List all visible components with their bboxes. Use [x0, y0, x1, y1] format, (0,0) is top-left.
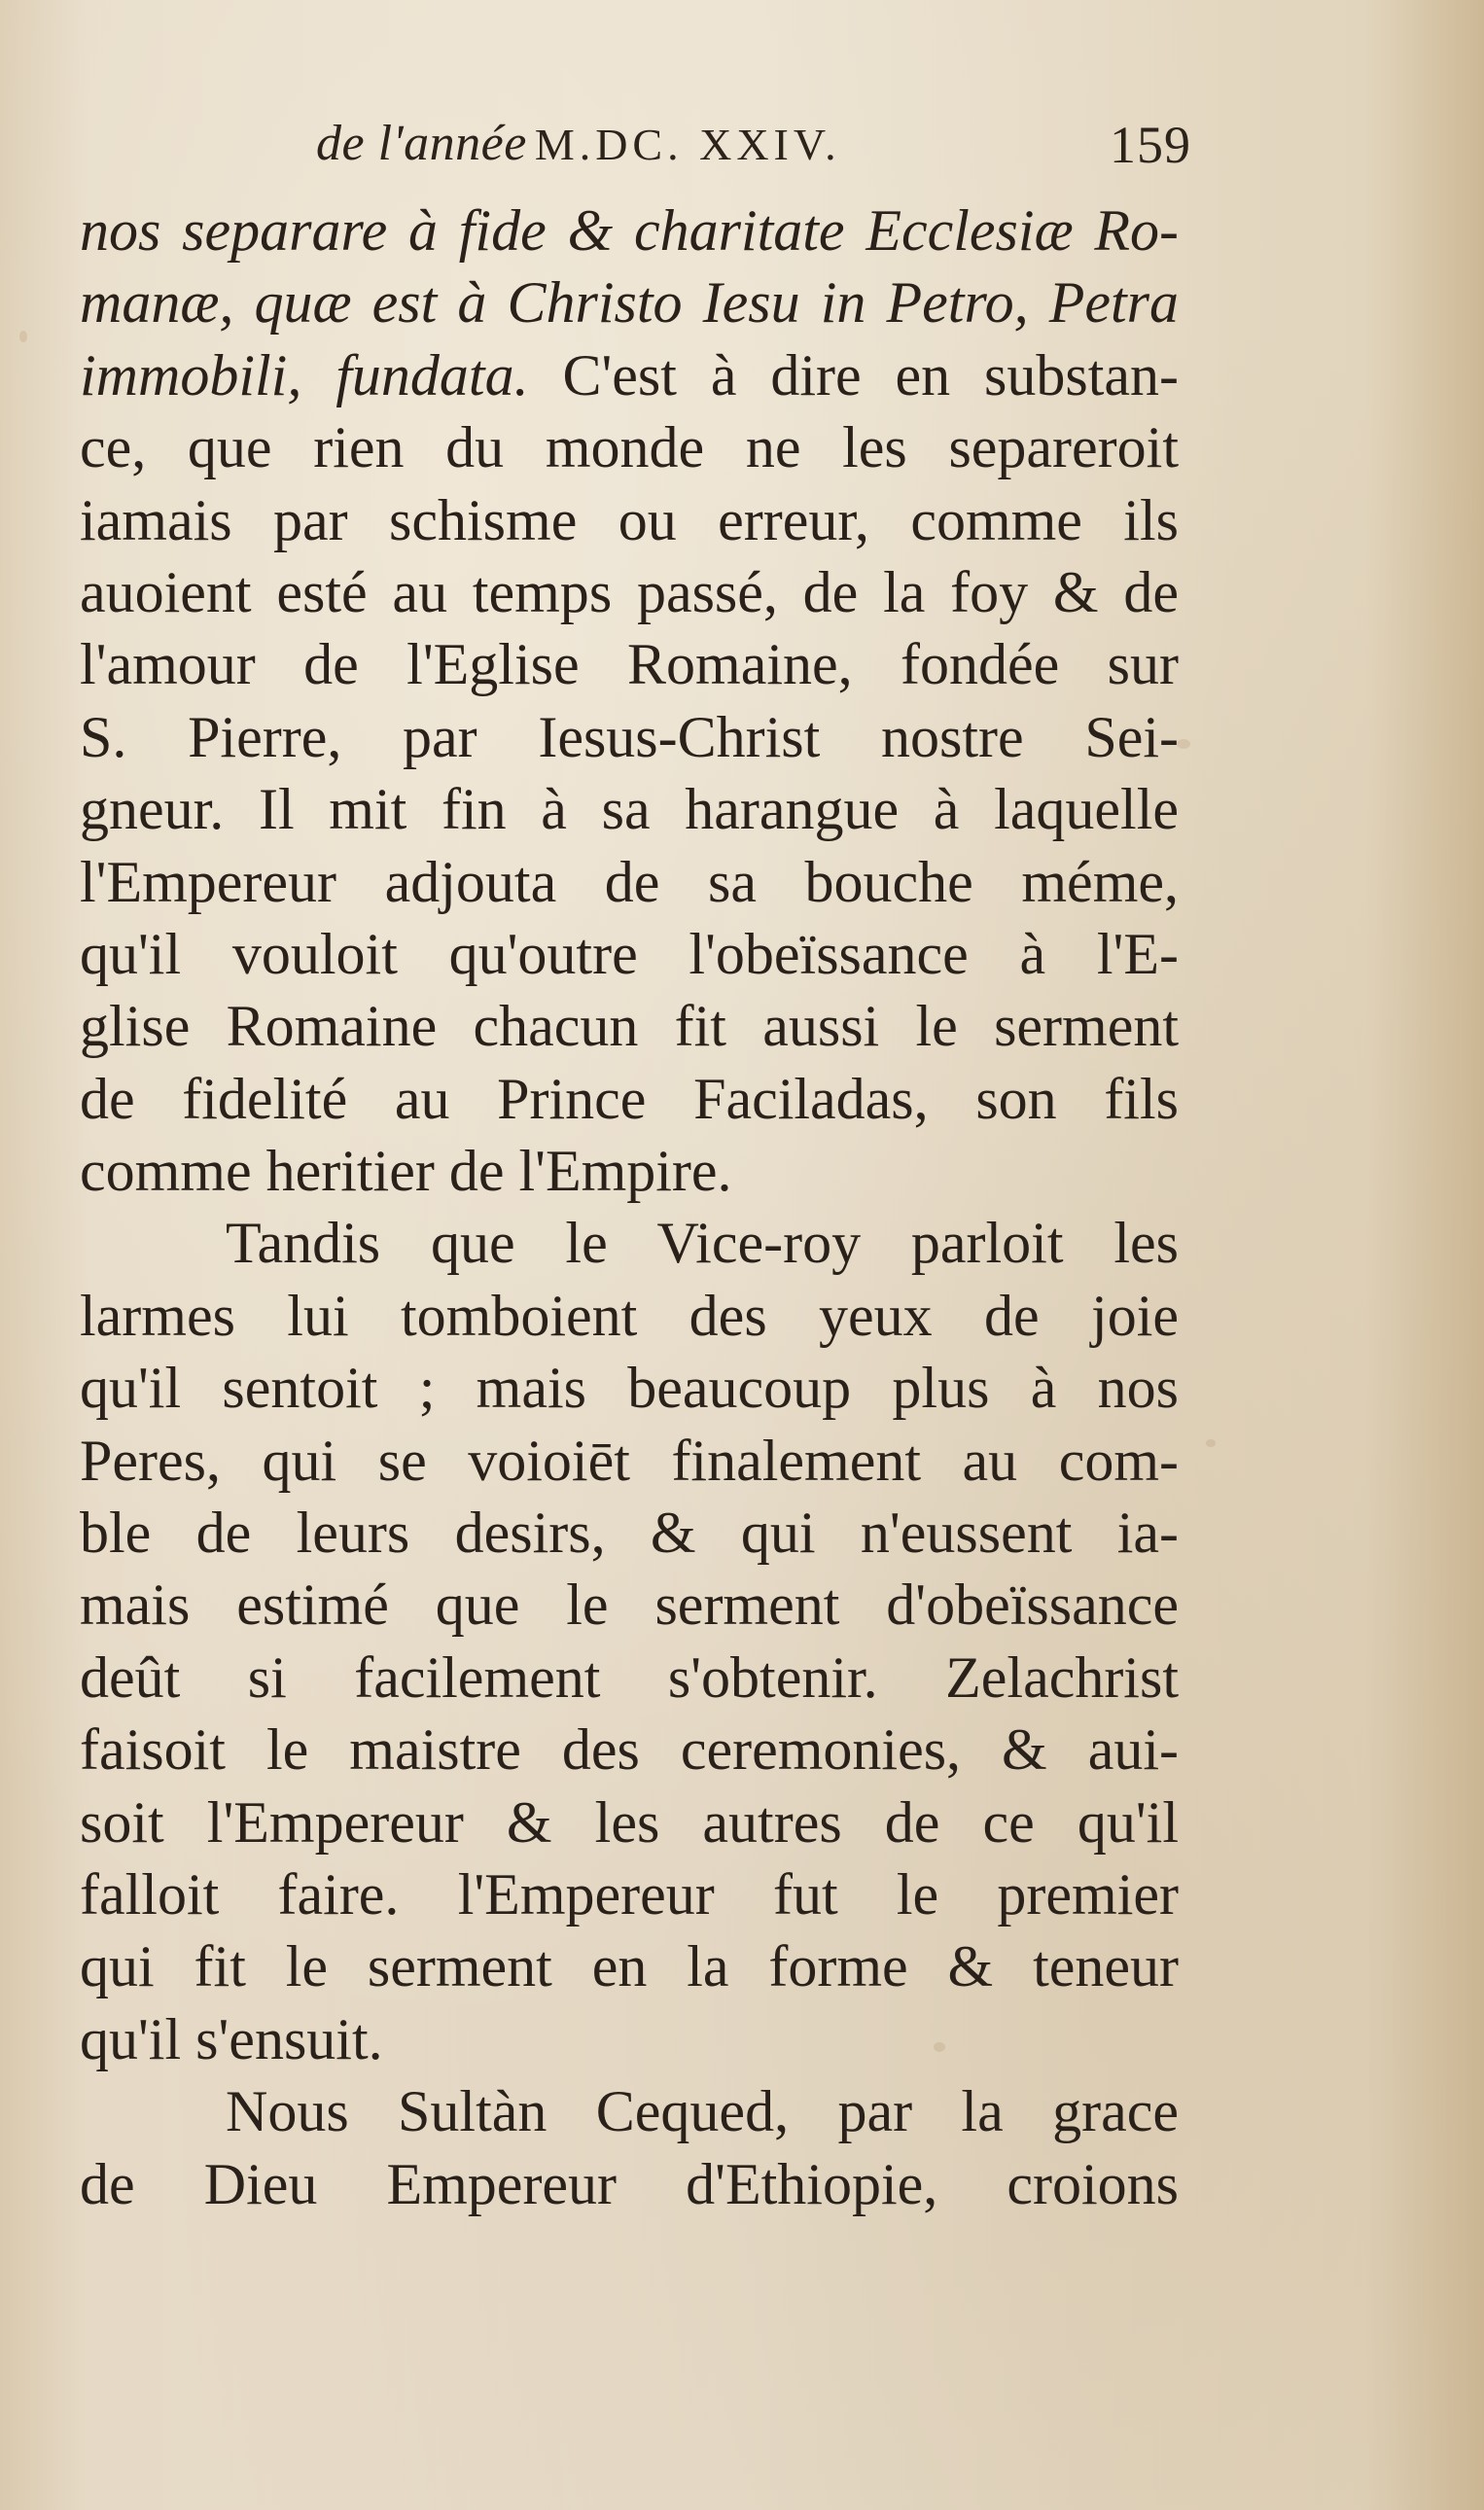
text-line: qu'il sentoit ; mais beaucoup plus à nos — [80, 1356, 1179, 1421]
running-head-year: M.DC. XXIV. — [534, 120, 841, 169]
text-line: comme heritier de l'Empire. — [80, 1139, 732, 1204]
text-line: nos separare à fide & charitate Ecclesiæ Ro- — [80, 198, 1179, 263]
text-line: qu'il vouloit qu'outre l'obeïssance à l'E- — [80, 921, 1179, 986]
text-line: qui fit le serment en la forme & teneur — [80, 1934, 1179, 1999]
text-line: de fidelité au Prince Faciladas, son fils — [80, 1066, 1179, 1131]
text-line: glise Romaine chacun fit aussi le serment — [80, 994, 1179, 1059]
paragraph-3 — [80, 2075, 1179, 2220]
text-line — [80, 339, 1179, 411]
text-line: ce, que rien du monde ne les separeroit — [80, 415, 1179, 480]
running-head — [316, 115, 1191, 193]
text-line: Nous Sultàn Cequed, par la grace — [226, 2079, 1179, 2144]
text-line: qu'il s'ensuit. — [80, 2006, 383, 2071]
text-line: S. Pierre, par Iesus-Christ nostre Sei- — [80, 704, 1179, 769]
text-line: de Dieu Empereur d'Ethiopie, croions — [80, 2151, 1179, 2216]
text-line: auoient esté au temps passé, de la foy & de — [80, 559, 1179, 624]
paragraph-1 — [80, 411, 1179, 1207]
paper-stain — [1206, 1439, 1216, 1447]
text-line: ble de leurs desirs, & qui n'eussent ia- — [80, 1501, 1179, 1566]
latin-phrase: immobili, fundata. — [80, 342, 529, 407]
text-line: larmes lui tomboient des yeux de joie — [80, 1283, 1179, 1348]
text-line: faisoit le maistre des ceremonies, & aui- — [80, 1717, 1179, 1783]
text-line: mais estimé que le serment d'obeïssance — [80, 1573, 1179, 1638]
text-line: Peres, qui se voioiēt finalement au com- — [80, 1428, 1179, 1493]
text-line: gneur. Il mit fin à sa harangue à laquelle — [80, 777, 1179, 842]
text-line: l'Empereur adjouta de sa bouche méme, — [80, 849, 1179, 914]
paragraph-2 — [80, 1207, 1179, 2075]
text-line: iamais par schisme ou erreur, comme ils — [80, 487, 1179, 552]
paper-stain — [19, 331, 27, 342]
text-line: l'amour de l'Eglise Romaine, fondée sur — [80, 632, 1179, 697]
french-phrase: C'est à dire en substan- — [562, 342, 1179, 407]
running-head-label: de l'année — [316, 116, 527, 171]
text-line: deût si facilement s'obtenir. Zelachrist — [80, 1644, 1179, 1710]
paper-stain — [1177, 739, 1190, 749]
text-line: Tandis que le Vice-roy parloit les — [226, 1211, 1179, 1276]
text-line: falloit faire. l'Empereur fut le premier — [80, 1861, 1179, 1927]
text-line: manæ, quæ est à Christo Iesu in Petro, Petra — [80, 270, 1179, 336]
page-body — [80, 194, 1179, 2220]
text-line: soit l'Empereur & les autres de ce qu'il — [80, 1789, 1179, 1855]
page-number: 159 — [1110, 116, 1191, 174]
